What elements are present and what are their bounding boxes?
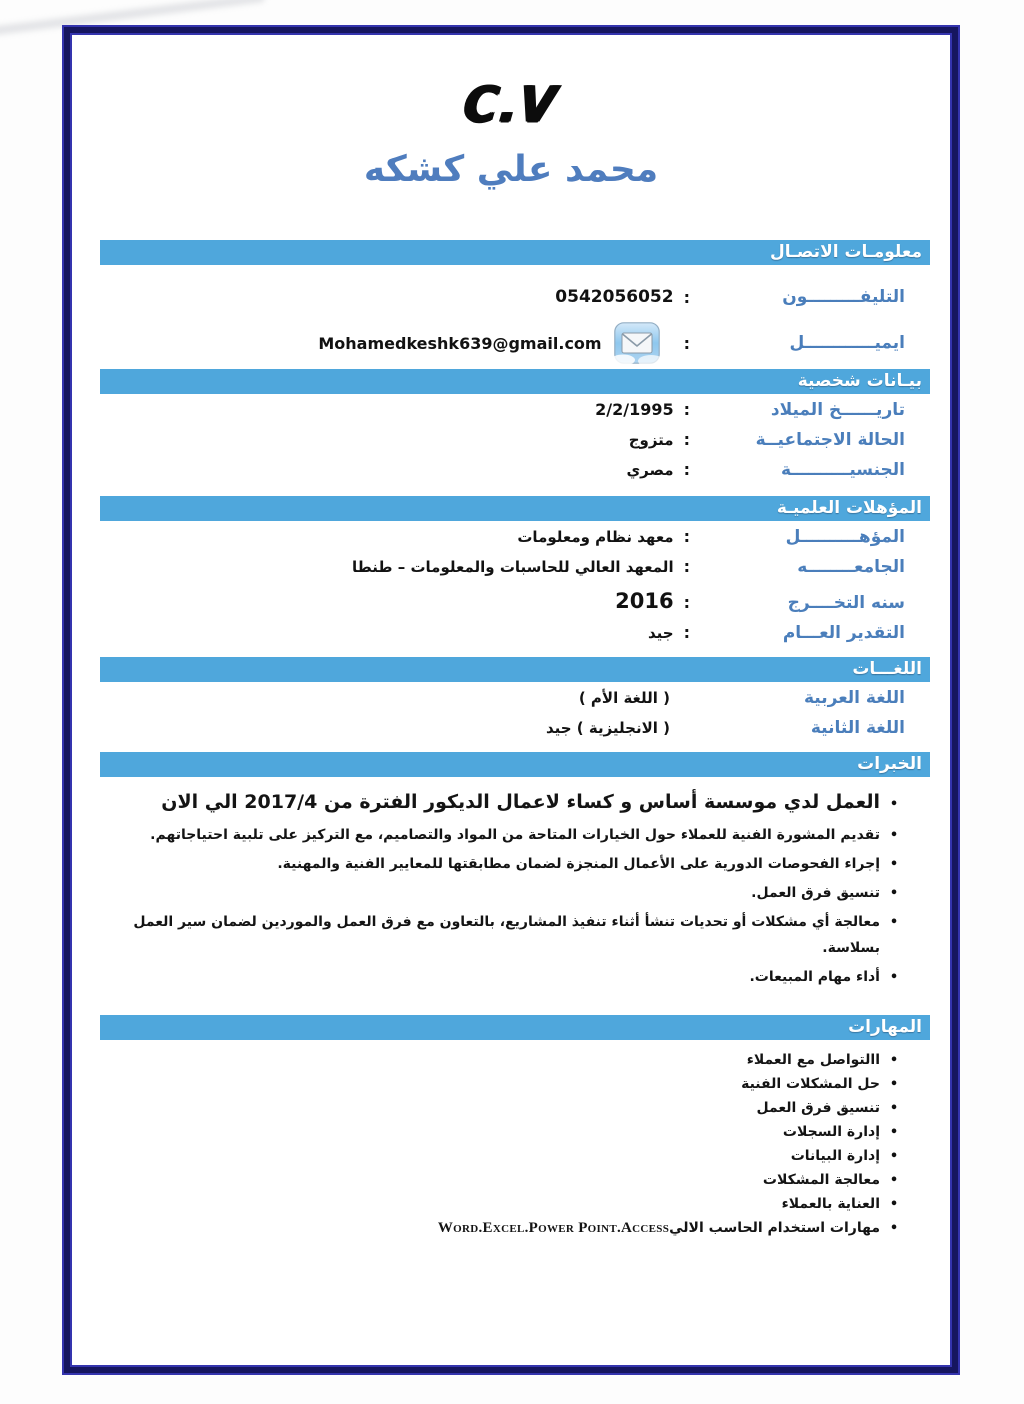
bullet-marker: • bbox=[889, 1197, 899, 1212]
email-value: Mohamedkeshk639@gmail.com bbox=[318, 333, 602, 353]
skill-item: • تنسيق فرق العمل bbox=[100, 1096, 908, 1120]
colon: : bbox=[683, 333, 690, 353]
bullet-marker: • bbox=[889, 1149, 899, 1164]
skill-item: • حل المشكلات الفنية bbox=[100, 1072, 908, 1096]
personal-rows bbox=[100, 394, 930, 490]
experience-item: • تنسيق فرق العمل. bbox=[100, 880, 908, 906]
bullet-marker: • bbox=[889, 857, 899, 872]
computer-skill-programs: Word.Excel.Power Point.Access bbox=[437, 1220, 670, 1236]
phone-row bbox=[100, 277, 905, 317]
colon: : bbox=[683, 430, 690, 449]
section-header-experience: الخبرات bbox=[100, 752, 930, 777]
colon: : bbox=[683, 593, 690, 612]
nationality-row bbox=[100, 460, 905, 490]
graduation-year-value: 2016 bbox=[615, 589, 674, 613]
university-row bbox=[100, 557, 905, 589]
bullet-marker: • bbox=[889, 1125, 899, 1140]
skill-item-computer bbox=[100, 1216, 908, 1240]
colon: : bbox=[683, 623, 690, 642]
colon: : bbox=[683, 527, 690, 546]
grade-value: جيد bbox=[647, 624, 674, 642]
phone-label: التليفـــــــــون bbox=[782, 287, 905, 307]
bullet-marker: • bbox=[889, 1077, 899, 1092]
bullet-marker: • bbox=[889, 1053, 899, 1068]
marital-status-value: متزوج bbox=[628, 431, 674, 449]
bullet-marker: • bbox=[889, 797, 899, 812]
bullet-marker: • bbox=[889, 915, 899, 930]
nationality-label: الجنسيــــــــــة bbox=[780, 460, 905, 480]
skill-item: • االتواصل مع العملاء bbox=[100, 1048, 908, 1072]
university-label: الجامعــــــــه bbox=[797, 557, 905, 577]
colon: : bbox=[683, 460, 690, 479]
graduation-year-row bbox=[100, 589, 905, 623]
experience-item: • إجراء الفحوصات الدورية على الأعمال المنجزة لضمان مطابقتها للمعايير الفنية والمهنية. bbox=[100, 851, 908, 877]
experience-item: • تقديم المشورة الفنية للعملاء حول الخيارات المتاحة من المواد والتصاميم، مع التركيز على تلبية احتياجاتهم. bbox=[100, 822, 908, 848]
skill-item: • إدارة البيانات bbox=[100, 1144, 908, 1168]
experience-list bbox=[100, 777, 930, 990]
marital-status-label: الحالة الاجتماعيــة bbox=[755, 430, 905, 450]
section-header-skills: المهارات bbox=[100, 1015, 930, 1040]
grade-row bbox=[100, 623, 905, 653]
bullet-marker: • bbox=[889, 1101, 899, 1116]
arabic-language-row bbox=[100, 688, 905, 718]
nationality-value: مصري bbox=[626, 461, 674, 479]
birthdate-label: تاريــــــخ الميلاد bbox=[770, 400, 905, 420]
bullet-marker: • bbox=[889, 1221, 899, 1236]
bullet-marker: • bbox=[889, 1173, 899, 1188]
page-border-frame bbox=[62, 25, 960, 1375]
degree-row bbox=[100, 527, 905, 557]
email-icon bbox=[614, 322, 660, 364]
person-name: محمد علي كشكه bbox=[363, 149, 659, 190]
section-header-personal: بيـانات شخصية bbox=[100, 369, 930, 394]
bullet-marker: • bbox=[889, 886, 899, 901]
bullet-marker: • bbox=[889, 828, 899, 843]
arabic-language-label: اللغة العربية bbox=[804, 688, 905, 708]
cv-title: C.V bbox=[461, 74, 561, 134]
degree-value: معهد نظام ومعلومات bbox=[517, 528, 674, 546]
contact-rows bbox=[100, 265, 930, 369]
bullet-marker: • bbox=[889, 970, 899, 985]
birthdate-value: 2/2/1995 bbox=[595, 400, 674, 419]
skills-list bbox=[100, 1040, 930, 1240]
graduation-year-label: سنه التخــــرج bbox=[787, 593, 905, 613]
phone-value: 0542056052 bbox=[555, 287, 674, 307]
language-rows bbox=[100, 682, 930, 748]
marital-status-row bbox=[100, 430, 905, 460]
experience-item: • أداء مهام المبيعات. bbox=[100, 964, 908, 990]
colon: : bbox=[683, 557, 690, 576]
email-row bbox=[100, 317, 905, 369]
second-language-value: ( الانجليزية ) جيد bbox=[545, 719, 670, 737]
grade-label: التقدير العـــام bbox=[782, 623, 905, 643]
section-header-languages: اللغـــات bbox=[100, 657, 930, 682]
degree-label: المؤهــــــــــل bbox=[785, 527, 905, 547]
qualification-rows bbox=[100, 521, 930, 653]
colon: : bbox=[683, 400, 690, 419]
computer-skill-arabic: مهارات استخدام الحاسب الالي bbox=[669, 1220, 880, 1236]
second-language-row bbox=[100, 718, 905, 748]
skill-item: • العناية بالعملاء bbox=[100, 1192, 908, 1216]
skill-item: • معالجة المشكلات bbox=[100, 1168, 908, 1192]
section-header-contact: معلومـات الاتصـال bbox=[100, 240, 930, 265]
university-value: المعهد العالي للحاسبات والمعلومات – طنطا bbox=[352, 558, 674, 576]
email-label: ايميــــــــــــل bbox=[789, 333, 905, 353]
skill-item: • إدارة السجلات bbox=[100, 1120, 908, 1144]
experience-item: • معالجة أي مشكلات أو تحديات تنشأ أثناء تنفيذ المشاريع، بالتعاون مع فرق العمل والموردين لضمان سير العمل بسلاسة. bbox=[100, 909, 908, 961]
section-header-qualifications: المؤهلات العلميـة bbox=[100, 496, 930, 521]
experience-item: • العمل لدي موسسة أساس و كساء لاعمال الديكور الفترة من 2017/4 الي الان bbox=[100, 785, 908, 819]
second-language-label: اللغة الثانية bbox=[810, 718, 905, 738]
colon: : bbox=[683, 287, 690, 307]
birthdate-row bbox=[100, 400, 905, 430]
arabic-language-value: ( اللغة الأم ) bbox=[578, 689, 670, 707]
